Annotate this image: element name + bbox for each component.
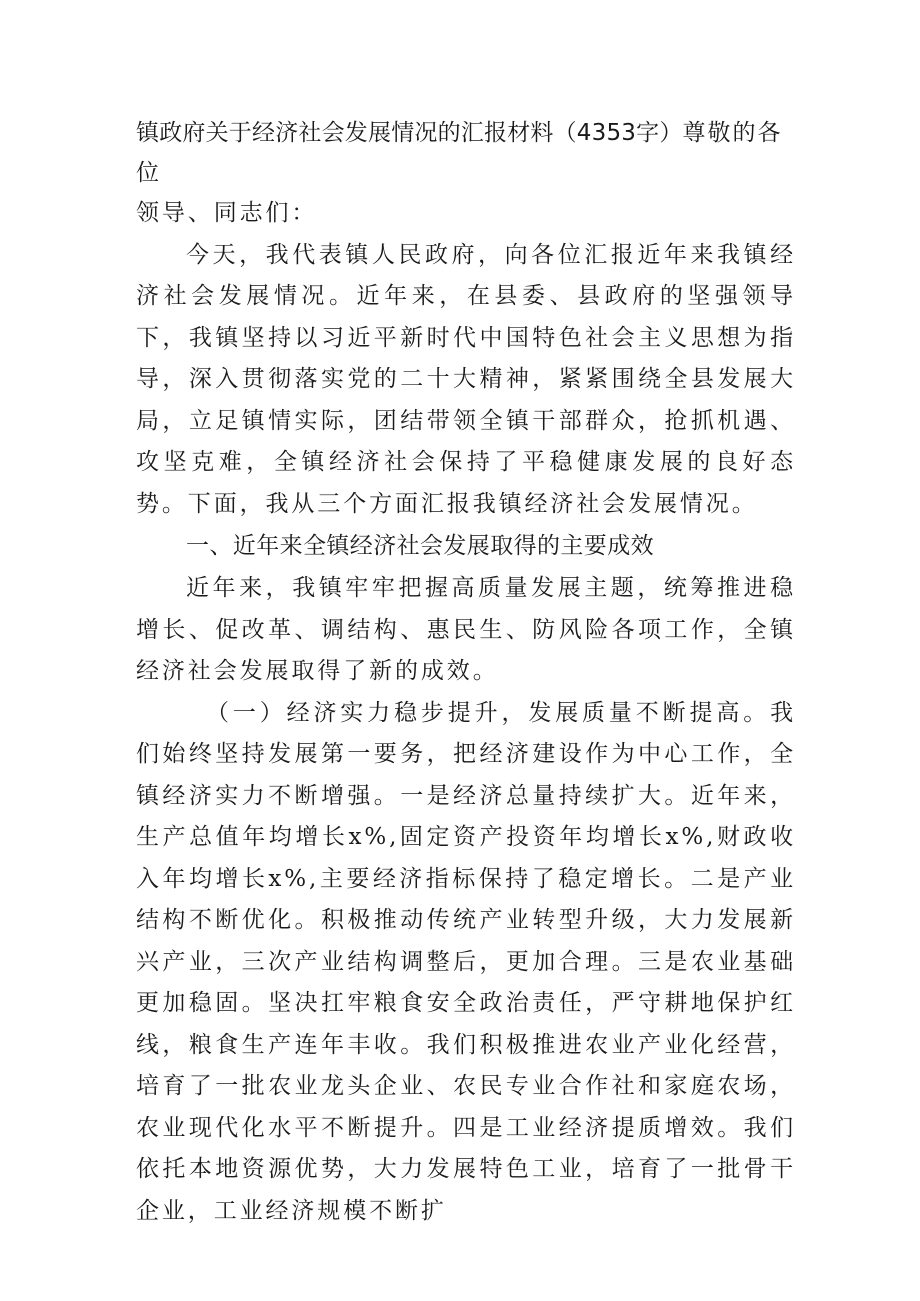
title-tail: 尊敬的各位 bbox=[136, 120, 783, 186]
title-main: 镇政府关于经济社会发展情况的汇报材料（4353字） bbox=[136, 120, 683, 146]
subsection1-paragraph: （一）经济实力稳步提升，发展质量不断提高。我们始终坚持发展第一要务，把经济建设作为中心工作，全镇经济实力不断增强。一是经济总量持续扩大。近年来，生产总值年均增长x%,固定资产投资年均增长x%,财政收入年均增长x%,主要经济指标保持了稳定增长。二是产业结构不断优化。积极推动传统产业转型升级，大力发展新兴产业，三次产业结构调整后，更加合理。三是农业基础更加稳固。坚决扛牢粮食安全政治责任，严守耕地保护红线，粮食生产连年丰收。我们积极推进农业产业化经营，培育了一批农业龙头企业、农民专业合作社和家庭农场，农业现代化水平不断提升。四是工业经济提质增效。我们依托本地资源优势，大力发展特色工业，培育了一批骨干企业，工业经济规模不断扩 bbox=[136, 699, 796, 1224]
intro-paragraph: 今天，我代表镇人民政府，向各位汇报近年来我镇经济社会发展情况。近年来，在县委、县政府的坚强领导下，我镇坚持以习近平新时代中国特色社会主义思想为指导，深入贯彻落实党的二十大精神，紧紧围绕全县发展大局，立足镇情实际，团结带领全镇干部群众，抢抓机遇、攻坚克难，全镇经济社会保持了平稳健康发展的良好态势。下面，我从三个方面汇报我镇经济社会发展情况。 bbox=[136, 241, 796, 517]
section-heading-1: 一、近年来全镇经济社会发展取得的主要成效 bbox=[186, 533, 654, 559]
document-title bbox=[136, 113, 796, 193]
section1-intro-paragraph: 近年来，我镇牢牢把握高质量发展主题，统筹推进稳增长、促改革、调结构、惠民生、防风险各项工作，全镇经济社会发展取得了新的成效。 bbox=[136, 575, 796, 684]
salutation: 领导、同志们： bbox=[136, 200, 318, 226]
document-body bbox=[136, 113, 796, 1232]
